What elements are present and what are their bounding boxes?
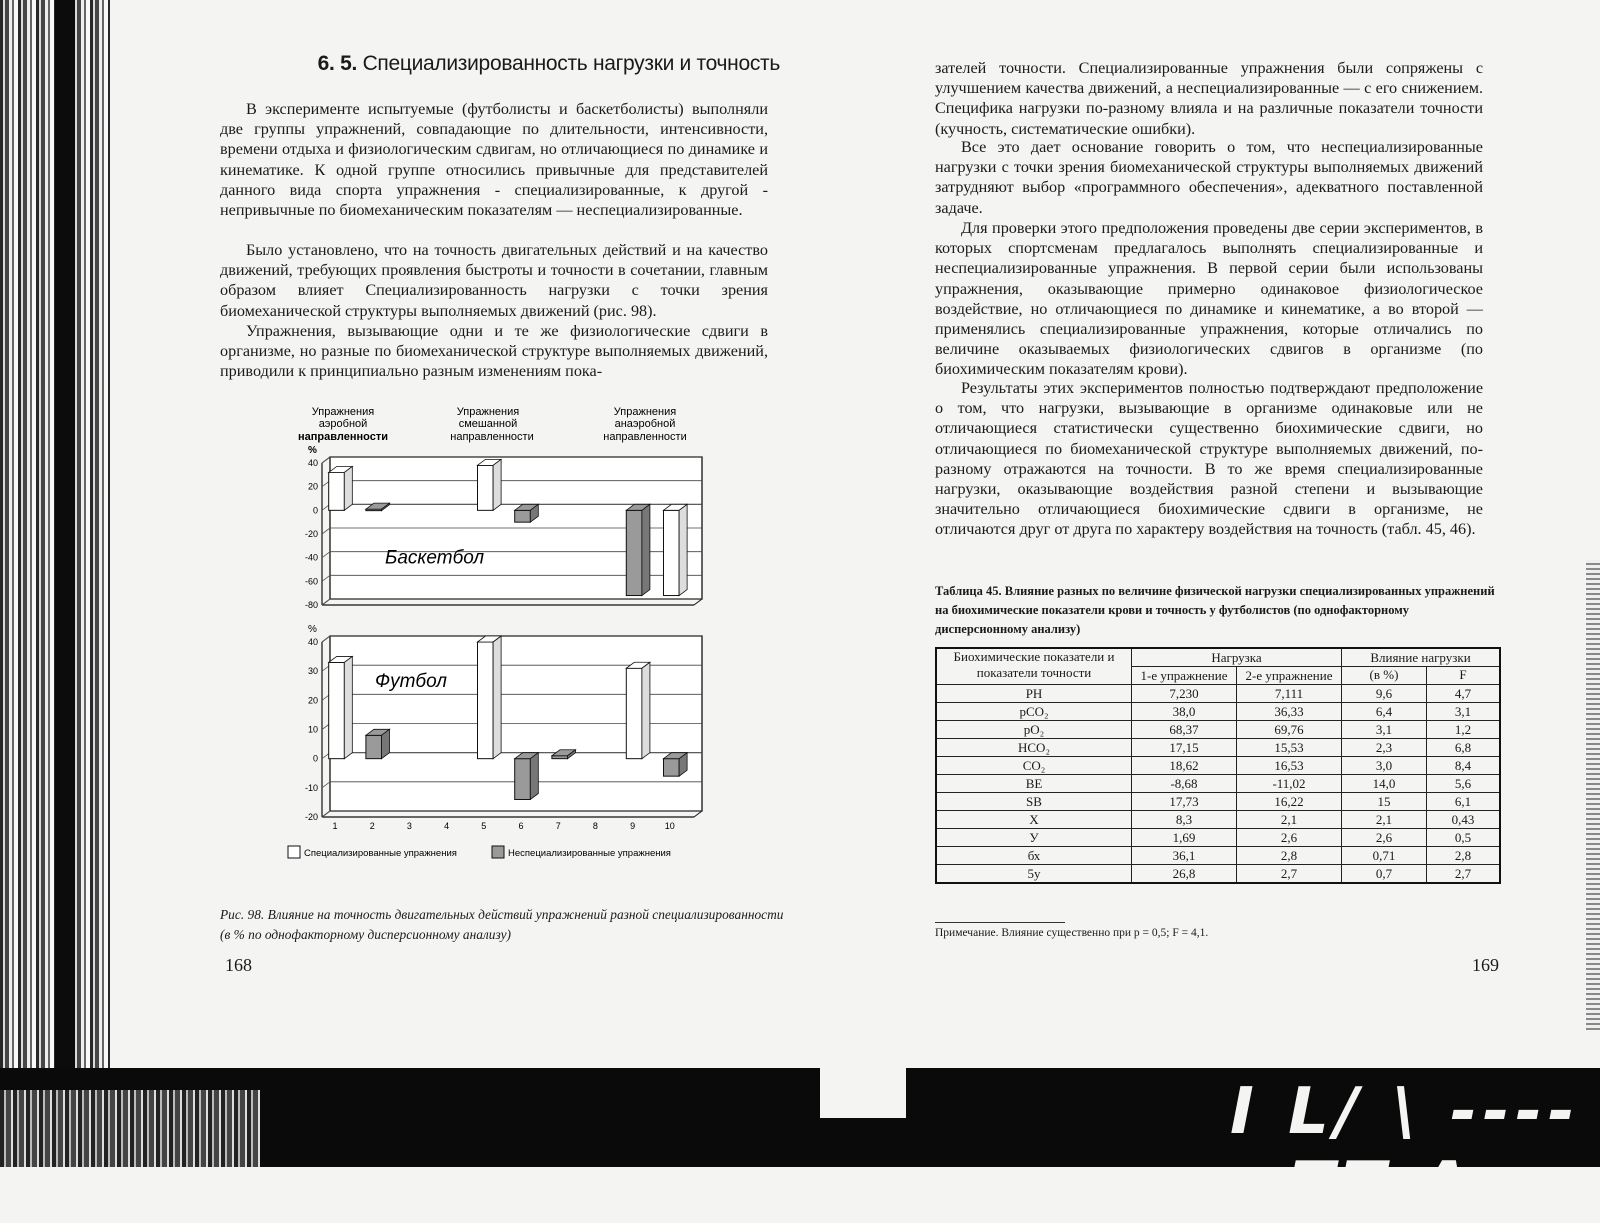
cell: 7,230 [1132,685,1237,703]
cell: 6,4 [1342,703,1427,721]
group-label-anaerobic-1: Упражнения [613,406,677,418]
group-label-anaerobic-2: анаэробной [614,418,676,430]
row-label: HCO₂ [936,739,1132,757]
y-tick-label: 20 [307,695,318,706]
figure-caption: Рис. 98. Влияние на точность двигательных действий упражнений разной специализированности (в % по однофакторному дисперсионному анализу) [220,907,784,942]
bar [626,668,642,758]
basketball-panel [305,445,702,610]
cell: 2,6 [1342,829,1427,847]
y-tick-label: 40 [307,458,318,468]
x-tick-label: 5 [481,821,487,831]
x-tick-label: 4 [444,821,450,831]
y-tick-label: -20 [304,812,318,822]
cell: 17,73 [1132,793,1237,811]
cell: 15 [1342,793,1427,811]
legend-swatch-specialized [288,846,300,858]
x-tick-label: 1 [332,821,338,831]
legend-label-specialized: Специализированные упражнения [304,848,457,859]
grid-depth [322,782,330,788]
row-label: pO₂ [936,721,1132,739]
figure-98 [280,405,750,880]
row-label: бх [936,847,1132,865]
cell: 1,2 [1427,721,1501,739]
header-pct: (в %) [1342,667,1427,685]
bar-side [642,504,650,595]
cell: 0,7 [1342,865,1427,884]
cell: 36,1 [1132,847,1237,865]
cell: 2,7 [1237,865,1342,884]
row-label: 5у [936,865,1132,884]
y-tick-label: -60 [304,576,318,587]
paragraph: Упражнения, вызывающие одни и те же физиологические сдвиги в организме, но разные по биомеханической структуре выполняемых движений, приводили к принципиально разным изменениям пока- [220,322,768,381]
cell: 3,1 [1342,721,1427,739]
bar-side [679,504,687,595]
scan-bottom-notch [820,1068,906,1118]
cell: 2,7 [1427,865,1501,884]
bar [626,510,642,595]
note-rule [935,922,1065,923]
cell: 1,69 [1132,829,1237,847]
cell: 5,6 [1427,775,1501,793]
bar [663,510,679,595]
row-label: У [936,829,1132,847]
cell: 0,43 [1427,811,1501,829]
y-tick-label: 20 [307,481,318,492]
cell: 6,1 [1427,793,1501,811]
y-tick-label: -20 [304,529,318,539]
grid-depth [322,528,330,534]
table-body [936,685,1500,884]
cell: 2,8 [1427,847,1501,865]
cell: 3,0 [1342,757,1427,775]
page-number-right: 169 [1472,955,1499,975]
chart-title: Баскетбол [385,547,485,569]
row-label: pCO₂ [936,703,1132,721]
cell: -11,02 [1237,775,1342,793]
table-row [936,775,1500,793]
row-label: PH [936,685,1132,703]
cell: 6,8 [1427,739,1501,757]
page-number-left: 168 [225,955,252,975]
cell: 16,22 [1237,793,1342,811]
y-tick-label: 0 [312,753,318,764]
table-row [936,757,1500,775]
x-tick-label: 3 [406,821,412,831]
axis-depth [694,599,702,605]
cell: 2,8 [1237,847,1342,865]
x-tick-label: 10 [664,821,675,831]
bar [515,759,531,800]
header-load: Нагрузка [1132,648,1342,667]
chart-legend [288,846,671,859]
bar-side [344,656,352,758]
cell: 9,6 [1342,685,1427,703]
cell: 26,8 [1132,865,1237,884]
cell: 17,15 [1132,739,1237,757]
group-label-anaerobic-3: направленности [603,431,687,443]
legend-swatch-nonspecialized [492,846,504,858]
cell: 18,62 [1132,757,1237,775]
cell: 15,53 [1237,739,1342,757]
y-unit-label: % [308,624,317,635]
group-label-mixed-2: смешанной [458,418,518,430]
section-heading [220,52,780,76]
bar [515,510,531,522]
grid-depth [322,636,330,642]
cell: 8,4 [1427,757,1501,775]
grid-depth [322,599,330,605]
bar [329,472,345,510]
paragraph: В эксперименте испытуемые (футболисты и баскетболисты) выполняли две группы упражнений, совпадающие по длительности, интенсивности, времени отдыха и физиологическим сдвигам, но отличающиеся по динамике и кинематике. К одной группе относились привычные для представителей данного вида спорта упражнения - специализированные, к другой - непривычные по биомеханическим показателям — неспециализированные. [220,100,768,220]
x-tick-label: 2 [369,821,375,831]
cell: 14,0 [1342,775,1427,793]
section-number: 6. 5. [317,52,358,75]
cell: 7,111 [1237,685,1342,703]
paragraph: Для проверки этого предположения проведены две серии экспериментов, в которых спортсменам предлагалось выполнять специализированные и неспециализированные упражнения. В первой серии были использованы упражнения, оказывающие примерно одинаковое физиологическое воздействие, но отличающиеся по динамике и кинематике, а во второй — применялись специализированные упражнения, которые отличались по величине оказываемых физиологических сдвигов в организме (по биохимическим показателям крови). [935,219,1483,379]
paragraph: Все это дает основание говорить о том, что неспециализированные нагрузки с точки зрения биомеханической структуры выполняемых движений затрудняют выбор «программного обеспечения», адекватного поставленной задаче. [935,138,1483,217]
group-label-mixed-3: направленности [450,431,534,443]
axis-depth [694,811,702,817]
bar-side [344,466,352,510]
bar-side [493,636,501,759]
bar [366,735,382,758]
cell: 4,7 [1427,685,1501,703]
y-tick-label: 40 [307,637,318,647]
x-tick-label: 9 [630,821,636,831]
bar-side [493,459,501,510]
bar-side [530,753,538,800]
cell: 0,5 [1427,829,1501,847]
grid-depth [322,811,330,817]
table-caption: Таблица 45. Влияние разных по величине физической нагрузки специализированных упражнений на биохимические показатели крови и точность у футболистов (по однофакторному дисперсионному анализу) [935,584,1495,636]
bar [663,759,679,777]
group-label-aerobic-1: Упражнения [311,406,375,418]
table-row [936,811,1500,829]
cell: 2,1 [1237,811,1342,829]
paragraph: Было установлено, что на точность двигательных действий и на качество движений, требующих проявления быстроты и точности в сочетании, главным образом влияет Специализированность нагрузки с точки зрения биомеханической структуры выполняемых движений (рис. 98). [220,241,768,320]
y-tick-label: 10 [307,724,318,735]
y-tick-label: -10 [304,782,318,793]
header-f: F [1427,667,1501,685]
table-row [936,847,1500,865]
row-label: CO₂ [936,757,1132,775]
cell: 2,3 [1342,739,1427,757]
y-tick-label: -40 [304,552,318,563]
table-note: Примечание. Влияние существенно при р = 0,5; F = 4,1. [935,927,1209,939]
row-label: X [936,811,1132,829]
y-tick-label: -80 [304,600,318,610]
grid-depth [322,457,330,463]
header-influence: Влияние нагрузки [1342,648,1501,667]
table-row [936,865,1500,884]
row-label: BE [936,775,1132,793]
table-row [936,721,1500,739]
group-label-mixed-1: Упражнения [456,406,520,418]
scan-edge-right [1586,560,1600,1030]
header-ex1: 1-е упражнение [1132,667,1237,685]
cell: 8,3 [1132,811,1237,829]
cell: 0,71 [1342,847,1427,865]
table-row [936,793,1500,811]
cell: 2,6 [1237,829,1342,847]
bar [329,662,345,758]
cell: 38,0 [1132,703,1237,721]
x-tick-label: 7 [555,821,561,831]
scan-bottom-glyphs: I L/ \ ----- TT A [1230,1075,1581,1223]
x-tick-label: 8 [592,821,598,831]
cell: 16,53 [1237,757,1342,775]
bar-chart [280,405,750,875]
bar [552,756,568,759]
legend-label-nonspecialized: Неспециализированные упражнения [508,848,671,859]
football-panel [305,624,702,831]
cell: 2,1 [1342,811,1427,829]
paragraph: Результаты этих экспериментов полностью подтверждают предположение о том, что нагрузки, вызывающие в организме одинаковые или не отличающиеся статистически существенно биохимические сдвиги, но отличающиеся по биомеханической структуре выполняемых движений, по-разному отражаются на точности. В то же время специализированные нагрузки, оказывающие воздействия разной степени и вызывающие значительно отличающиеся биохимические сдвиги в организме, не отличаются друг от друга по характеру воздействия на точность (табл. 45, 46). [935,379,1483,539]
header-ex2: 2-е упражнение [1237,667,1342,685]
scan-bottom-texture [0,1090,260,1167]
table-45 [935,647,1501,884]
table-row [936,703,1500,721]
table-row [936,739,1500,757]
grid-depth [322,575,330,581]
bar [477,465,493,510]
y-tick-label: 0 [312,505,318,516]
y-tick-label: 30 [307,666,318,677]
table-row [936,685,1500,703]
row-label: SB [936,793,1132,811]
grid-depth [322,552,330,558]
cell: -8,68 [1132,775,1237,793]
cell: 68,37 [1132,721,1237,739]
y-unit-label: % [308,445,317,456]
section-title: Специализированность нагрузки и точность [362,52,780,75]
group-label-aerobic-2: аэробной [318,418,368,430]
bar-side [642,662,650,758]
bar [477,642,493,759]
chart-title: Футбол [375,670,447,692]
group-label-aerobic-3: направленности [298,431,388,443]
x-tick-label: 6 [518,821,524,831]
cell: 69,76 [1237,721,1342,739]
scan-binding-dark [55,0,75,1167]
cell: 36,33 [1237,703,1342,721]
cell: 3,1 [1427,703,1501,721]
paragraph: зателей точности. Специализированные упражнения были сопряжены с улучшением качества движений, а неспециализированные — с его снижением. Специфика нагрузки по-разному влияла и на различные показатели точности (кучность, систематические ошибки). [935,59,1483,138]
table-row [936,829,1500,847]
header-indicators: Биохимические показатели и показатели точности [936,648,1132,685]
